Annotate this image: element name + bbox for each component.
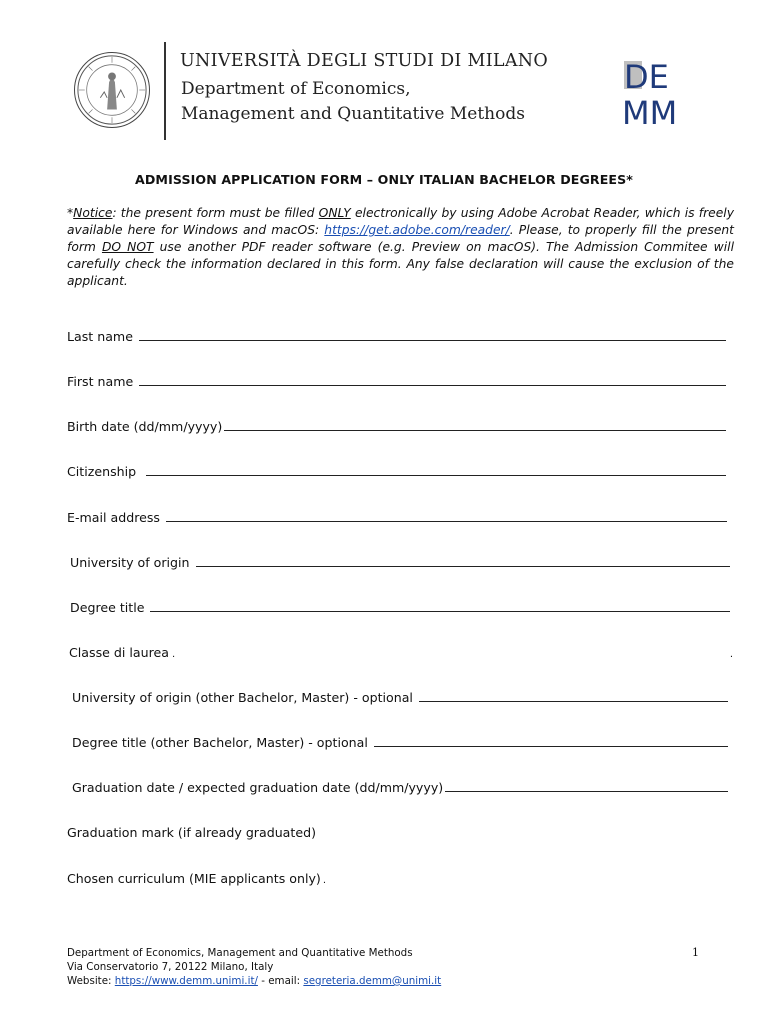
degree-title-label: Degree title bbox=[70, 600, 149, 615]
birth-date-label: Birth date (dd/mm/yyyy) bbox=[67, 419, 223, 434]
dropdown-marker-left: . bbox=[171, 649, 176, 660]
degree-other-field[interactable] bbox=[72, 730, 728, 750]
citizenship-field[interactable] bbox=[67, 459, 726, 479]
graduation-date-field[interactable] bbox=[72, 775, 728, 795]
do-not-emphasis: DO NOT bbox=[101, 240, 154, 254]
first-name-field[interactable] bbox=[67, 369, 726, 389]
footer-address: Via Conservatorio 7, 20122 Milano, Italy bbox=[67, 961, 274, 973]
website-link[interactable]: https://www.demm.unimi.it/ bbox=[114, 975, 258, 987]
university-other-label: University of origin (other Bachelor, Master) - optional bbox=[72, 690, 417, 705]
footer-department: Department of Economics, Management and Quantitative Methods bbox=[67, 947, 413, 959]
degree-title-input-line[interactable] bbox=[150, 610, 730, 612]
university-other-field[interactable] bbox=[72, 685, 728, 705]
email-label: E-mail address bbox=[67, 510, 164, 525]
university-name: UNIVERSITÀ DEGLI STUDI DI MILANO bbox=[180, 51, 549, 71]
email-field[interactable] bbox=[67, 505, 727, 525]
classe-di-laurea-label: Classe di laurea bbox=[69, 645, 169, 660]
adobe-reader-link[interactable]: https://get.adobe.com/reader/ bbox=[324, 223, 510, 237]
citizenship-input-line[interactable] bbox=[146, 474, 726, 476]
footer-contacts: Website: https://www.demm.unimi.it/ - email: segreteria.demm@unimi.it bbox=[67, 975, 442, 987]
email-link[interactable]: segreteria.demm@unimi.it bbox=[303, 975, 442, 987]
birth-date-field[interactable] bbox=[67, 414, 726, 434]
svg-text:DE: DE bbox=[624, 58, 669, 96]
form-title: ADMISSION APPLICATION FORM – ONLY ITALIAN BACHELOR DEGREES* bbox=[135, 172, 633, 187]
last-name-field[interactable] bbox=[67, 324, 726, 344]
graduation-mark-field[interactable] bbox=[67, 820, 727, 840]
first-name-label: First name bbox=[67, 374, 138, 389]
birth-date-input-line[interactable] bbox=[224, 429, 726, 431]
last-name-input-line[interactable] bbox=[139, 339, 726, 341]
department-name-line1: Department of Economics, bbox=[181, 79, 411, 99]
svg-text:MM: MM bbox=[622, 94, 678, 126]
university-origin-field[interactable] bbox=[70, 550, 730, 570]
only-emphasis: ONLY bbox=[318, 206, 351, 220]
degree-other-label: Degree title (other Bachelor, Master) - optional bbox=[72, 735, 372, 750]
university-origin-label: University of origin bbox=[70, 555, 194, 570]
page-number: 1 bbox=[692, 946, 699, 959]
graduation-date-input-line[interactable] bbox=[445, 790, 728, 792]
graduation-date-label: Graduation date / expected graduation date (dd/mm/yyyy) bbox=[72, 780, 444, 795]
citizenship-label: Citizenship bbox=[67, 464, 145, 479]
email-input-line[interactable] bbox=[166, 520, 727, 522]
dropdown-marker-right: . bbox=[729, 649, 733, 660]
curriculum-field[interactable] bbox=[67, 866, 727, 886]
university-seal bbox=[74, 52, 150, 128]
header-divider bbox=[164, 42, 166, 140]
university-origin-input-line[interactable] bbox=[196, 565, 730, 567]
notice-word: Notice bbox=[73, 206, 113, 220]
university-other-input-line[interactable] bbox=[419, 700, 728, 702]
last-name-label: Last name bbox=[67, 329, 137, 344]
demm-logo bbox=[622, 58, 690, 126]
curriculum-dropdown-marker: . bbox=[322, 875, 326, 886]
degree-title-field[interactable] bbox=[70, 595, 730, 615]
degree-other-input-line[interactable] bbox=[374, 745, 728, 747]
classe-di-laurea-field[interactable] bbox=[69, 640, 733, 660]
curriculum-label: Chosen curriculum (MIE applicants only) bbox=[67, 871, 321, 886]
graduation-mark-label: Graduation mark (if already graduated) bbox=[67, 825, 316, 840]
notice-paragraph: *Notice: the present form must be filled ONLY electronically by using Adobe Acrobat Reader, which is freely available here for Windows and macOS: https://get.adobe.com/reader/. Please, to properly fill the present form DO NOT use another PDF reader software (e.g. Preview on macOS). The Admission Commitee will carefully check the information declared in this form. Any false declaration will cause the exclusion of the applicant. bbox=[67, 206, 735, 288]
department-name-line2: Management and Quantitative Methods bbox=[181, 104, 525, 124]
first-name-input-line[interactable] bbox=[139, 384, 726, 386]
